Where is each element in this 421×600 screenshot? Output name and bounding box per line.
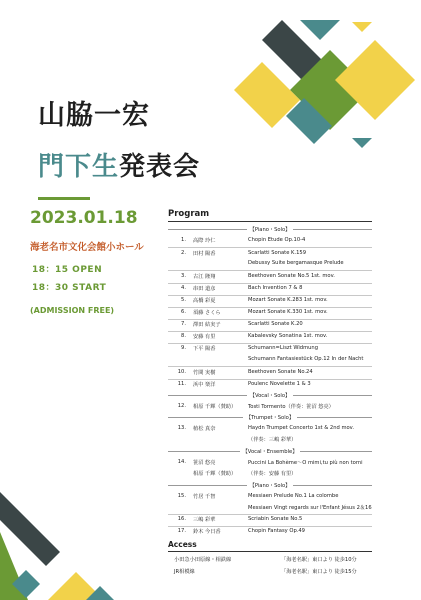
program-row: 7. 澤田 結実子 Scarlatti Sonate K.20 (181, 321, 303, 328)
program-row: 5. 高橋 彩夏 Mozart Sonate K.283 1st. mov. (181, 297, 328, 304)
program-row: 4. 串田 道彦 Bach Invention 7 & 8 (181, 285, 303, 292)
row-divider (168, 331, 372, 332)
yellow-triangle-small (352, 22, 372, 32)
program-row: 8. 安藤 有里 Kabalevsky Sonatina 1st. mov. (181, 333, 328, 340)
access-heading: Access (168, 540, 197, 549)
category-trumpet-solo: 【Trumpet・Solo】 (168, 413, 372, 422)
program-row: 16. 三嶋 彩華 Scriabin Sonate No.5 (177, 516, 303, 523)
category-vocal-solo: 【Vocal・Solo】 (168, 391, 372, 400)
program-row: 11. 浜中 楽洋 Poulenc Novelette 1 & 3 (177, 381, 311, 388)
teal-triangle-small (352, 138, 372, 148)
event-venue: 海老名市文化会館小ホール (30, 242, 144, 253)
row-divider (168, 366, 372, 367)
program-row-continued: 相原 千輝（賛助） （伴奏：安藤 有里） (193, 471, 297, 477)
access-rule (168, 551, 372, 552)
program-row-continued: Schumann Fantasiestück Op.12 In der Nacht (248, 356, 364, 362)
program-row: 15. 竹居 千智 Messiaen Prelude No.1 La colombe (177, 493, 339, 500)
program-row: 1. 高際 玲仁 Chopin Etude Op.10-4 (181, 237, 306, 244)
performer-name-title: 山脇一宏 (38, 100, 150, 131)
access-row: 小田急小田原線・相鉄線 「海老名駅」東口より 徒歩10分 (174, 557, 357, 563)
program-row-continued: （伴奏：三嶋 彩華） (248, 437, 297, 443)
program-heading: Program (168, 209, 210, 219)
program-row: 14. 笹沼 悠亮 Puccini La Bohème～O mimi,tu più non torni (177, 459, 363, 466)
category-vocal-ensemble: 【Vocal・Ensemble】 (168, 447, 372, 456)
row-divider (168, 379, 372, 380)
row-divider (168, 343, 372, 344)
admission-note: (ADMISSION FREE) (30, 306, 115, 315)
row-divider (168, 247, 372, 248)
program-rule (168, 221, 372, 222)
program-row: 3. 古江 隆翔 Beethoven Sonate No.5 1st. mov. (181, 273, 335, 280)
program-row: 12. 相原 千輝（賛助） Tosti Tormento（伴奏：笹沼 悠亮） (177, 403, 334, 410)
program-row: 6. 須藤 さくら Mozart Sonate K.330 1st. mov. (181, 309, 328, 316)
program-row: 10. 竹間 実樹 Beethoven Sonate No.24 (177, 369, 313, 376)
open-time: 18：15 OPEN (32, 265, 103, 275)
event-title (38, 146, 200, 183)
program-row-continued: Messiaen Vingt regards sur l'Enfant Jésus 2＆16 (248, 505, 372, 511)
program-row: 17. 鈴木 今日香 Chopin Fantasy Op.49 (177, 528, 305, 535)
row-divider (168, 283, 372, 284)
category-piano-solo: 【Piano・Solo】 (168, 225, 372, 234)
program-row: 13. 植松 真奈 Haydn Trumpet Concerto 1st & 2nd mov. (177, 425, 354, 432)
access-row: JR相模線 「海老名駅」東口より 徒歩15分 (174, 569, 357, 575)
event-title-highlight: 門下生 (38, 152, 120, 182)
program-row: 2. 田村 陽香 Scarlatti Sonate K.159 (181, 250, 306, 257)
event-title-rest: 発表会 (119, 152, 201, 182)
row-divider (168, 295, 372, 296)
start-time: 18：30 START (32, 283, 107, 293)
row-divider (168, 307, 372, 308)
event-date: 2023.01.18 (30, 208, 138, 228)
title-divider (38, 197, 90, 200)
teal-triangle-top (300, 20, 340, 40)
program-row: 9. 下平 陽香 Schumann=Liszt Widmung (181, 345, 318, 352)
row-divider (168, 319, 372, 320)
row-divider (168, 514, 372, 515)
row-divider (168, 270, 372, 271)
category-piano-solo-2: 【Piano・Solo】 (168, 481, 372, 490)
program-row-continued: Debussy Suite bergamasque Prelude (248, 260, 344, 266)
row-divider (168, 526, 372, 527)
